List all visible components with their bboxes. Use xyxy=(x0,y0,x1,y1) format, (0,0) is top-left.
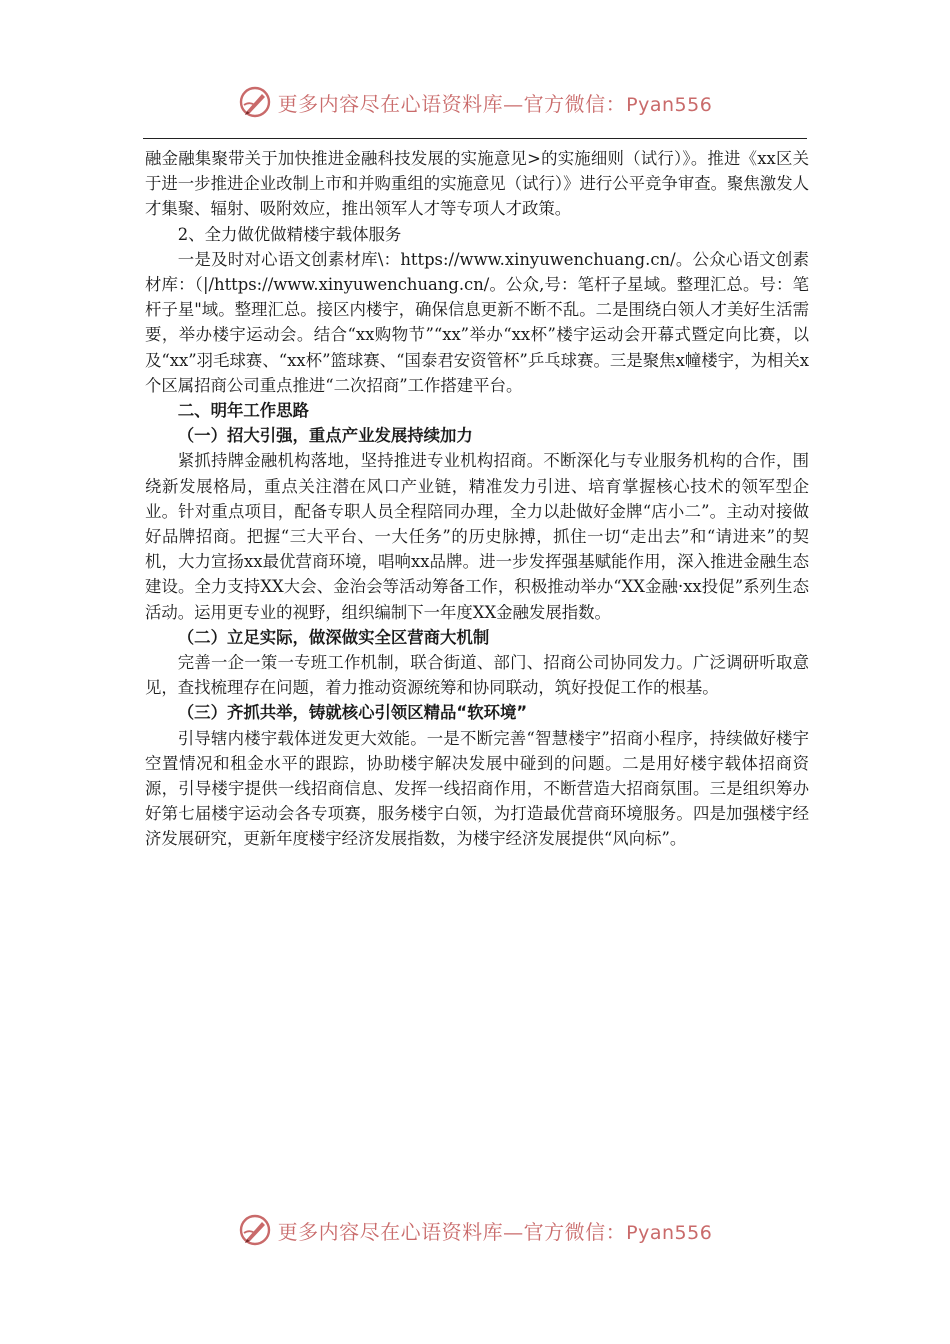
footer-wechat-id: Pyan556 xyxy=(626,1221,713,1244)
pen-logo-icon xyxy=(238,1213,272,1247)
subsection-2-title: （二）立足实际，做深做实全区营商大机制 xyxy=(177,627,490,647)
header-divider xyxy=(143,138,807,139)
item-2-title: 2、全力做优做精楼宇载体服务 xyxy=(177,224,402,244)
paragraph-soft-environment: 引导辖内楼宇载体迸发更大效能。一是不断完善“智慧楼宇”招商小程序，持续做好楼宇空置情况和租金水平的跟踪，协助楼宇解决发展中碰到的问题。二是用好楼宇载体招商资源，引导楼宇提供一线招商信息、发挥一线招商作用，不断营造大招商氛围。三是组织筹办好第七届楼宇运动会各专项赛，服务楼宇白领，为打造最优营商环境服务。四是加强楼宇经济发展研究，更新年度楼宇经济发展指数，为楼宇经济发展提供“风向标”。 xyxy=(145,728,809,849)
paragraph-building-service: 一是及时对心语文创素材库\：https://www.xinyuwenchuang.cn/。公众心语文创素材库：（|/https://www.xinyuwenchuang.cn/。公众,号：笔杆子星域。整理汇总。号：笔杆子星"域。整理汇总。接区内楼宇，确保信息更新不断不乱。二是围绕白领人才美好生活需要，举办楼宇运动会。结合“xx购物节”“xx”举办“xx杯”楼宇运动会开幕式暨定向比赛，以及“xx”羽毛球赛、“xx杯”篮球赛、“国泰君安资管杯”乒乓球赛。三是聚焦x幢楼宇，为相关x个区属招商公司重点推进“二次招商”工作搭建平台。 xyxy=(145,249,809,395)
subsection-1-title: （一）招大引强，重点产业发展持续加力 xyxy=(177,426,473,446)
footer-banner-text: 更多内容尽在心语资料库—官方微信：Pyan556 xyxy=(277,1219,713,1244)
header-banner-text: 更多内容尽在心语资料库—官方微信：Pyan556 xyxy=(277,91,713,116)
header-banner xyxy=(0,80,950,124)
document-body xyxy=(145,146,809,852)
section-2-title: 二、明年工作思路 xyxy=(177,401,309,421)
paragraph-continued: 融金融集聚带关于加快推进金融科技发展的实施意见>的实施细则（试行）》。推进《xx区关于进一步推进企业改制上市和并购重组的实施意见（试行）》进行公平竞争审查。聚焦激发人才集聚、辐射、吸附效应，推出领军人才等专项人才政策。 xyxy=(145,149,809,219)
header-wechat-id: Pyan556 xyxy=(626,93,713,116)
paragraph-investment: 紧抓持牌金融机构落地，坚持推进专业机构招商。不断深化与专业服务机构的合作，围绕新发展格局，重点关注潜在风口产业链，精准发力引进、培育掌握核心技术的领军型企业。针对重点项目，配备专职人员全程陪同办理，全力以赴做好金牌“店小二”。主动对接做好品牌招商。把握“三大平台、一大任务”的历史脉搏，抓住一切“走出去”和“请进来”的契机，大力宣扬xx最优营商环境，唱响xx品牌。进一步发挥强基赋能作用，深入推进金融生态建设。全力支持XX大会、金治会等活动筹备工作，积极推动举办“XX金融·xx投促”系列生态活动。运用更专业的视野，组织编制下一年度XX金融发展指数。 xyxy=(145,451,809,622)
footer-banner xyxy=(0,1208,950,1252)
pen-logo-icon xyxy=(238,85,272,119)
paragraph-mechanism: 完善一企一策一专班工作机制，联合街道、部门、招商公司协同发力。广泛调研听取意见，查找梳理存在问题，着力推动资源统筹和协同联动，筑好投促工作的根基。 xyxy=(145,653,809,698)
subsection-3-title: （三）齐抓共举，铸就核心引领区精品“软环境” xyxy=(177,703,528,723)
